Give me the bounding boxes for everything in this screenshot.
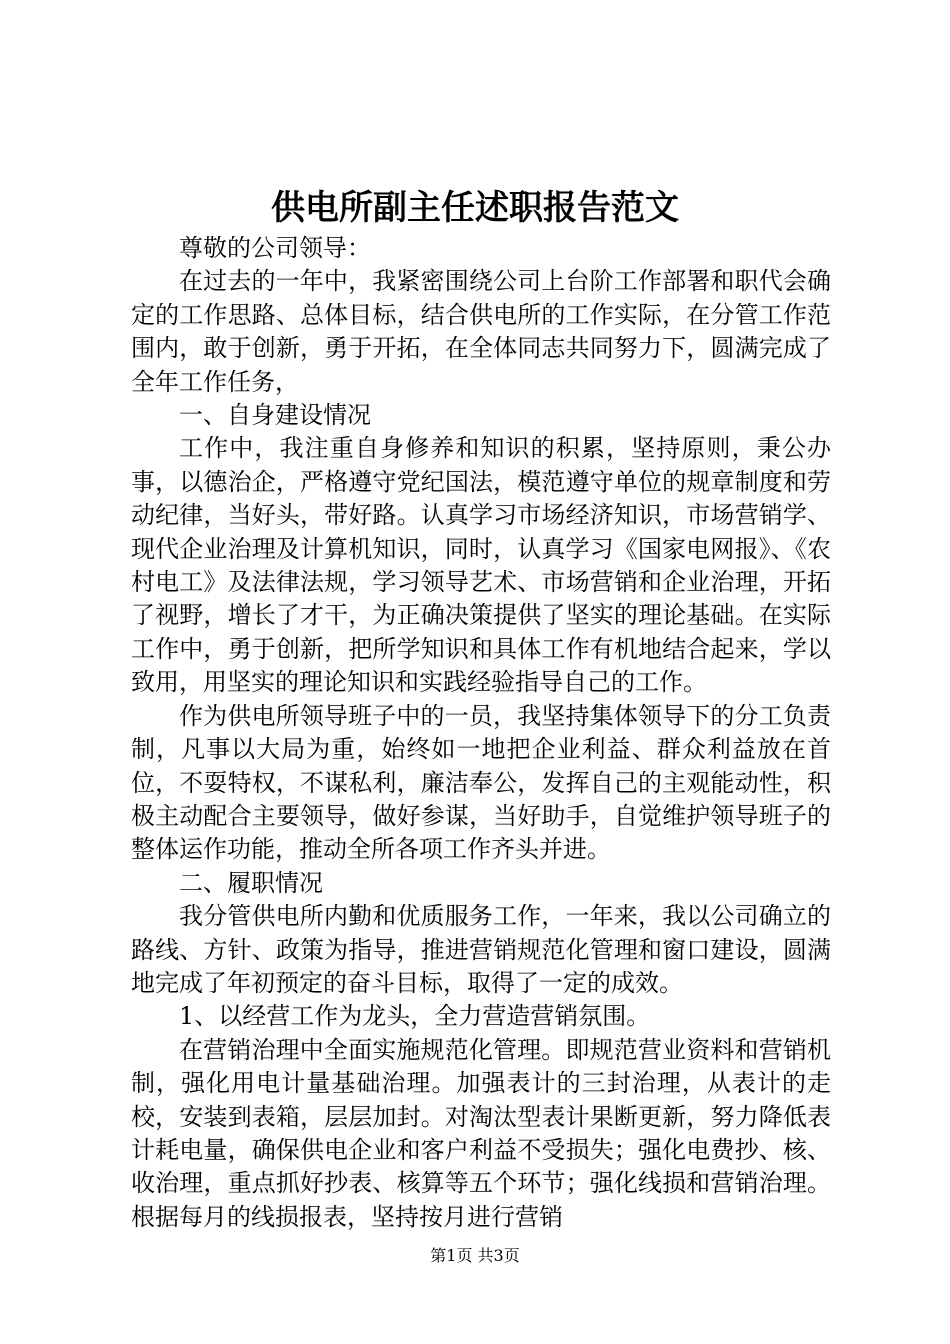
body-paragraph: 工作中，我注重自身修养和知识的积累，坚持原则，秉公办事，以德治企，严格遵守党纪国法，模范遵守单位的规章制度和劳动纪律，当好头，带好路。认真学习市场经济知识，市场营销学、现代企业治理及计算机知识，同时，认真学习《国家电网报》、《农村电工》及法律法规，学习领导艺术、市场营销和企业治理，开拓了视野，增长了才干，为正确决策提供了坚实的理论基础。在实际工作中，勇于创新，把所学知识和具体工作有机地结合起来，学以致用，用坚实的理论知识和实践经验指导自己的工作。 (131, 434, 831, 697)
salutation: 尊敬的公司领导： (179, 234, 371, 262)
page-footer: 第1页 共3页 (430, 1246, 520, 1265)
body-paragraph: 我分管供电所内勤和优质服务工作，一年来，我以公司确立的路线、方针、政策为指导，推进营销规范化管理和窗口建设，圆满地完成了年初预定的奋斗目标，取得了一定的成效。 (131, 902, 831, 997)
body-paragraph: 作为供电所领导班子中的一员，我坚持集体领导下的分工负责制，凡事以大局为重，始终如一地把企业利益、群众利益放在首位，不耍特权，不谋私利，廉洁奉公，发挥自己的主观能动性，积极主动配合主要领导，做好参谋，当好助手，自觉维护领导班子的整体运作功能，推动全所各项工作齐头并进。 (131, 701, 831, 864)
subsection-heading: 1、以经营工作为龙头，全力营造营销氛围。 (179, 1002, 651, 1031)
section-heading: 一、自身建设情况 (179, 401, 371, 430)
document-title: 供电所副主任述职报告范文 (271, 188, 679, 228)
document-body (131, 232, 831, 1234)
section-heading: 二、履职情况 (179, 868, 323, 897)
body-paragraph: 在营销治理中全面实施规范化管理。即规范营业资料和营销机制，强化用电计量基础治理。加强表计的三封治理，从表计的走校，安装到表箱，层层加封。对淘汰型表计果断更新，努力降低表计耗电量，确保供电企业和客户利益不受损失；强化电费抄、核、收治理，重点抓好抄表、核算等五个环节；强化线损和营销治理。根据每月的线损报表，坚持按月进行营销 (131, 1035, 831, 1231)
body-paragraph: 在过去的一年中，我紧密围绕公司上台阶工作部署和职代会确定的工作思路、总体目标，结合供电所的工作实际，在分管工作范围内，敢于创新，勇于开拓，在全体同志共同努力下，圆满完成了全年工作任务， (131, 267, 831, 396)
